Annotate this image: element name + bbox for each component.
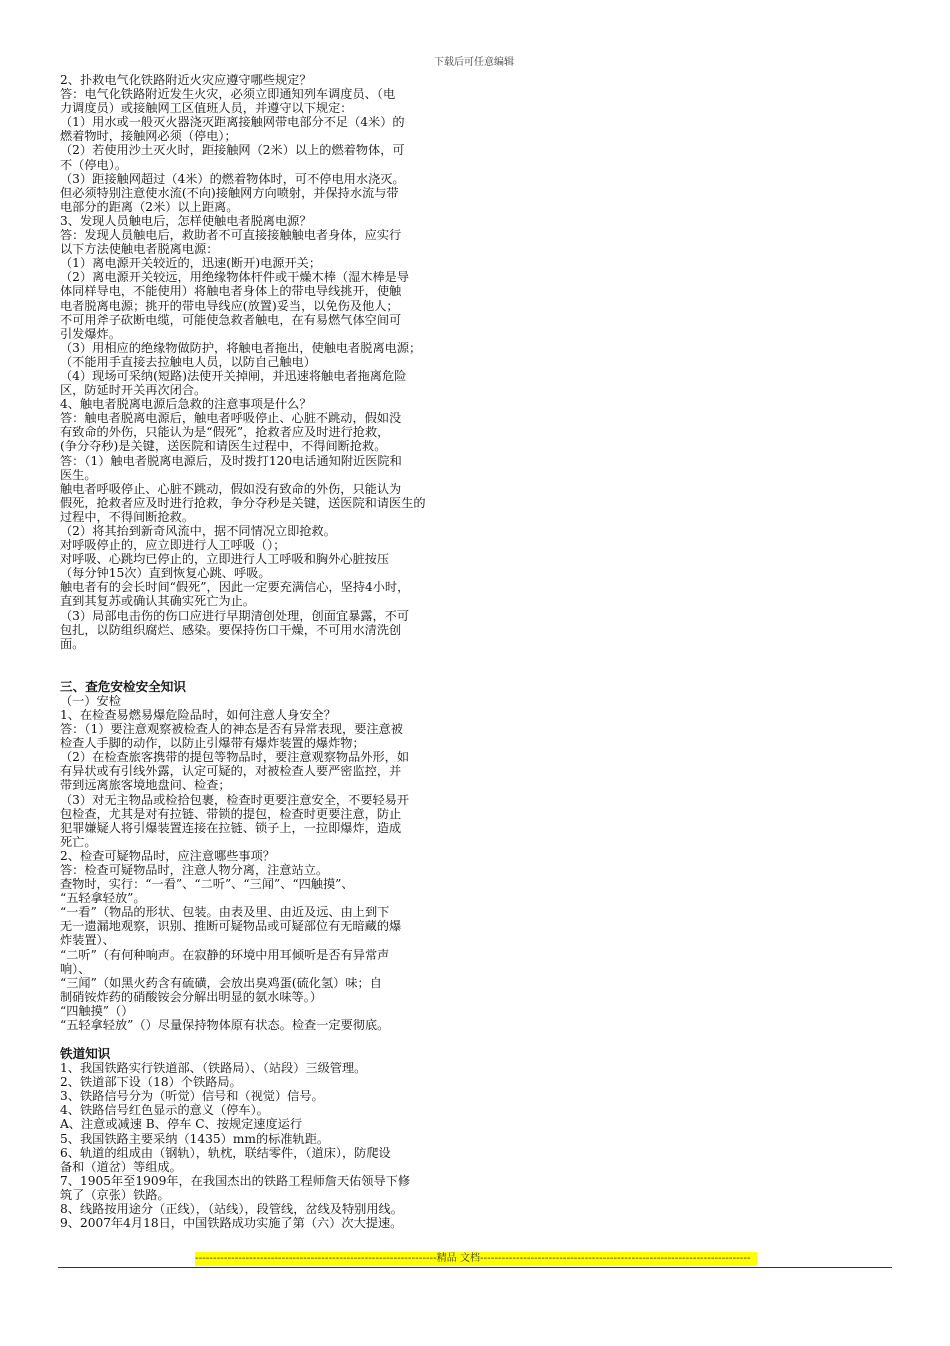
text-line: 燃着物时，接触网必须（停电）；	[60, 129, 237, 144]
text-line: 不（停电）。	[60, 157, 128, 172]
text-line: （2）在检查旅客携带的提包等物品时，要注意观察物品外形，如	[60, 750, 410, 765]
text-line: “三闻”（如黑火药含有硫磺，会放出臭鸡蛋(硫化氢）味；自	[60, 975, 382, 990]
text-line: 医生。	[60, 467, 97, 482]
text-line: 查物时，实行：“一看”、“二听”、“三闻”、“四触摸”、	[60, 877, 354, 892]
text-line: 5、我国铁路主要采纳（1435）mm的标准轨距。	[60, 1131, 330, 1146]
text-line: 包扎，以防组织腐烂、感染。要保持伤口干燥，不可用水清洗创	[60, 622, 402, 637]
text-line: 有致命的外伤，只能认为是“假死”，抢救者应及时进行抢救，	[60, 425, 390, 440]
text-line: 假死，抢救者应及时进行抢救，争分夺秒是关键，送医院和请医生的	[60, 495, 426, 510]
text-line: 9、2007年4月18日，中国铁路成功实施了第（六）次大提速。	[60, 1216, 403, 1231]
text-line: 1、在检查易燃易爆危险品时，如何注意人身安全？	[60, 707, 336, 722]
text-line: “五轻拿轻放”（）尽量保持物体原有状态。检查一定要彻底。	[60, 1018, 390, 1032]
text-line: 包检查，尤其是对有拉链、带锁的提包，检查时更要注意，防止	[60, 806, 402, 821]
page-header-note: 下载后可任意编辑	[434, 57, 514, 68]
text-line: (争分夺秒)是关键，送医院和请医生过程中，不得间断抢救。	[60, 439, 387, 454]
text-line: （1）离电源开关较近的，迅速(断开)电源开关；	[60, 256, 322, 271]
text-line: 答：（1）触电者脱离电源后，及时拨打120电话通知附近医院和	[60, 453, 402, 468]
text-line: 3、铁路信号分为（听觉）信号和（视觉）信号。	[60, 1089, 324, 1104]
text-line: 以下方法使触电者脱离电源：	[60, 242, 219, 257]
text-line: 体同样导电，不能使用）将触电者身体上的带电导线挑开，使触	[60, 284, 402, 299]
section-title-security: 三、查危安检安全知识	[60, 678, 186, 694]
section-electrical-fire	[60, 73, 480, 651]
text-line: 制硝铵炸药的硝酸铵会分解出明显的氨水味等。）	[60, 989, 323, 1004]
text-line: 筑了（京张）铁路。	[60, 1187, 170, 1202]
text-line: 面。	[60, 636, 85, 651]
text-line: 引发爆炸。	[60, 326, 121, 341]
text-line: 答：电气化铁路附近发生火灾，必须立即通知列车调度员、（电	[60, 87, 396, 102]
text-line: 区，防延时开关再次闭合。	[60, 383, 207, 398]
text-line: 直到其复苏或确认其确实死亡为止。	[60, 594, 255, 609]
text-line: “五轻拿轻放”。	[60, 891, 146, 906]
text-line: （4）现场可采纳(短路)法使开关掉闸，并迅速将触电者拖离危险	[60, 368, 407, 383]
text-line: 答：检查可疑物品时，注意人物分离，注意站立。	[60, 862, 329, 877]
text-line: 响）、	[60, 961, 91, 976]
text-line: “四触摸”（）	[60, 1003, 134, 1018]
section-railway	[60, 1061, 480, 1230]
text-line: （3）距接触网超过（4米）的燃着物体时，可不停电用水浇灭。	[60, 171, 405, 186]
text-line: 8、线路按用途分（正线），（站线），段管线，岔线及特别用线。	[60, 1202, 403, 1217]
text-line: 答：（1）要注意观察被检查人的神态是否有异常表现，要注意被	[60, 722, 403, 737]
text-line: 答：发现人员触电后，救助者不可直接接触触电者身体，应实行	[60, 228, 402, 243]
text-line: 2、扑救电气化铁路附近火灾应遵守哪些规定？	[60, 73, 312, 87]
text-line: 6、轨道的组成由（钢轨），轨枕，联结零件，（道床），防爬设	[60, 1145, 391, 1160]
text-line: （3）用相应的绝缘物做防护，将触电者拖出，使触电者脱离电源；	[60, 340, 422, 355]
text-line: （每分钟15次）直到恢复心跳、呼吸。	[60, 566, 271, 581]
text-line: 犯罪嫌疑人将引爆装置连接在拉链、锁子上，一拉即爆炸，造成	[60, 820, 402, 835]
text-line: （一）安检	[60, 693, 121, 708]
text-line: 有异状或有引线外露，认定可疑的，对被检查人要严密监控，并	[60, 764, 402, 779]
text-line: 3、发现人员触电后，怎样使触电者脱离电源？	[60, 213, 312, 228]
document-body	[60, 73, 480, 1230]
footer-rule	[58, 1267, 892, 1268]
text-line: （2）若使用沙土灭火时，距接触网（2米）以上的燃着物体，可	[60, 143, 405, 158]
text-line: 炸装置）、	[60, 933, 115, 948]
text-line: 触电者有的会长时间“假死”，因此一定要充满信心，坚持4小时，	[60, 580, 410, 595]
text-line: （2）将其抬到新奇风流中，据不同情况立即抢救。	[60, 524, 336, 538]
text-line: 2、检查可疑物品时，应注意哪些事项？	[60, 848, 275, 863]
text-line: 力调度员）或接触网工区值班人员，并遵守以下规定：	[60, 101, 353, 116]
text-line: 死亡。	[60, 834, 97, 849]
text-line: 电者脱离电源；挑开的带电导线应(放置)妥当，以免伤及他人；	[60, 298, 399, 313]
text-line: （3）局部电击伤的伤口应进行早期清创处理，创面宜暴露，不可	[60, 608, 410, 623]
text-line: 电部分的距离（2米）以上距离。	[60, 199, 239, 214]
text-line: 7、1905年至1909年，在我国杰出的铁路工程师詹天佑领导下修	[60, 1173, 411, 1188]
text-line: 不可用斧子砍断电缆，可能使急救者触电，在有易燃气体空间可	[60, 312, 402, 327]
text-line: 触电者呼吸停止、心脏不跳动，假如没有致命的外伤，只能认为	[60, 481, 402, 496]
text-line: 无一遗漏地观察，识别、推断可疑物品或可疑部位有无暗藏的爆	[60, 919, 402, 934]
text-line: 带到远离旅客境地盘问、检查；	[60, 778, 231, 793]
text-line: 但必须特别注意使水流(不向)接触网方向喷射，并保持水流与带	[60, 185, 399, 200]
text-line: 备和（道岔）等组成。	[60, 1159, 182, 1174]
text-line: 检查人手脚的动作，以防止引爆带有爆炸装置的爆炸物；	[60, 736, 365, 751]
text-line: 4、触电者脱离电源后急救的注意事项是什么？	[60, 397, 312, 412]
text-line: 对呼吸、心跳均已停止的，立即进行人工呼吸和胸外心脏按压	[60, 552, 390, 567]
text-line: 4、铁路信号红色显示的意义（停车）。	[60, 1103, 269, 1118]
text-line: （1）用水或一般灭火器浇灭距离接触网带电部分不足（4米）的	[60, 115, 405, 130]
text-line: “二听”（有何种响声。在寂静的环境中用耳倾听是否有异常声	[60, 947, 390, 962]
text-line: A、注意或减速 B、停车 C、按规定速度运行	[60, 1117, 303, 1132]
text-line: 过程中，不得间断抢救。	[60, 509, 195, 524]
text-line: （2）离电源开关较远，用绝缘物体杆件或干燥木棒（湿木棒是导	[60, 270, 410, 285]
text-line: 答：触电者脱离电源后，触电者呼吸停止、心脏不跳动，假如没	[60, 411, 402, 426]
section-title-railway: 铁道知识	[60, 1046, 111, 1062]
text-line: （不能用手直接去拉触电人员，以防自己触电）	[60, 354, 316, 369]
text-line: 1、我国铁路实行铁道部、（铁路局）、（站段）三级管理。	[60, 1061, 367, 1076]
section-security	[60, 694, 480, 1032]
text-line: 2、铁道部下设（18）个铁路局。	[60, 1075, 242, 1090]
text-line: “一看”（物品的形状、包装。由表及里、由近及远、由上到下	[60, 905, 390, 920]
footer-banner: -------------------------------------------------------------------精品 文档---------------------------------------------------------------------------	[195, 1252, 757, 1266]
text-line: 对呼吸停止的，应立即进行人工呼吸（）；	[60, 538, 286, 553]
text-line: （3）对无主物品或检拾包裹，检查时更要注意安全，不要轻易开	[60, 792, 410, 807]
